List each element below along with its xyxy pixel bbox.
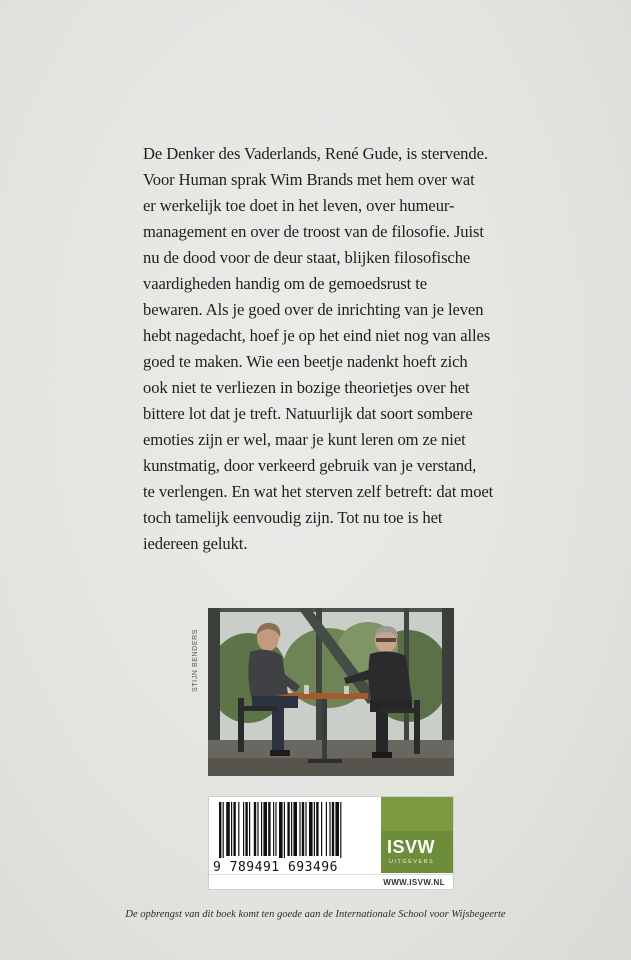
barcode-bar	[254, 802, 256, 856]
barcode-bar	[243, 802, 244, 856]
photo-credit: STIJN BENDERS	[192, 628, 199, 692]
logo-subtitle: UITGEVERS	[389, 859, 435, 865]
blurb-line: management en over de troost van de filosofie. Juist	[143, 222, 484, 241]
barcode-bar	[231, 802, 232, 856]
barcode-bar	[316, 802, 318, 856]
blurb-line: De Denker des Vaderlands, René Gude, is stervende.	[143, 144, 488, 163]
blurb-line: nu de dood voor de deur staat, blijken filosofische	[143, 248, 471, 267]
barcode-bar	[332, 802, 334, 856]
barcode-bar	[299, 802, 300, 856]
barcode-panel	[208, 796, 454, 890]
barcode-icon	[213, 800, 383, 858]
barcode-bar	[268, 802, 270, 856]
photo-illustration	[208, 608, 454, 776]
barcode-bar	[321, 802, 322, 856]
barcode-bar	[291, 802, 292, 856]
blurb-line: ook niet te verliezen in bozige theorietjes over het	[143, 378, 470, 397]
barcode-bar	[309, 802, 313, 856]
barcode-bar	[238, 802, 239, 856]
barcode-bar	[293, 802, 297, 856]
barcode-bar	[302, 802, 304, 856]
barcode-bar	[261, 802, 262, 856]
logo-top-block	[381, 797, 453, 831]
blurb-line: emoties zijn er wel, maar je kunt leren om ze niet	[143, 430, 466, 449]
barcode-bar	[249, 802, 250, 856]
blurb-line: vaardigheden handig om de gemoedsrust te	[143, 274, 428, 293]
publisher-logo	[381, 797, 453, 873]
barcode-bar	[226, 802, 230, 856]
blurb-line: kunstmatig, door verkeerd gebruik van je verstand,	[143, 456, 477, 475]
barcode-bar	[287, 802, 289, 856]
barcode-bar	[305, 802, 306, 856]
blurb-line: goed te maken. Wie een beetje nadenkt hoeft zich	[143, 352, 468, 371]
barcode-bar	[340, 802, 341, 858]
footer-note: De opbrengst van dit boek komt ten goede aan de Internationale School voor Wijsbegeerte	[125, 909, 506, 920]
barcode-bar	[223, 802, 224, 858]
blurb-line: bittere lot dat je treft. Natuurlijk dat soort sombere	[143, 404, 473, 423]
barcode-bar	[245, 802, 247, 856]
logo-name: ISVW	[387, 837, 436, 857]
barcode-bar	[335, 802, 339, 856]
blurb-line: toch tamelijk eenvoudig zijn. Tot nu toe is het	[143, 508, 443, 527]
barcode-bar	[329, 802, 330, 856]
blurb-text	[143, 141, 533, 557]
barcode-bar	[279, 802, 283, 858]
blurb-line: iedereen gelukt.	[143, 534, 248, 553]
blurb-line: bewaren. Als je goed over de inrichting van je leven	[143, 300, 484, 319]
website-url: WWW.ISVW.NL	[209, 874, 453, 887]
blurb-line: hebt nagedacht, hoef je op het eind niet nog van alles	[143, 326, 491, 345]
blurb-line: Voor Human sprak Wim Brands met hem over wat	[143, 170, 475, 189]
barcode-bar	[275, 802, 276, 856]
barcode-bar	[263, 802, 267, 856]
barcode-bar	[314, 802, 315, 856]
barcode-bar	[219, 802, 221, 858]
barcode-bar	[326, 802, 327, 856]
barcode-bar	[284, 802, 285, 858]
cover-photo	[208, 608, 454, 776]
barcode-bar	[257, 802, 258, 856]
blurb-line: er werkelijk toe doet in het leven, over humeur-	[143, 196, 455, 215]
barcode-bar	[233, 802, 235, 856]
isbn-number: 9 789491 693496	[213, 860, 338, 875]
barcode-bar	[273, 802, 274, 856]
blurb-line: te verlengen. En wat het sterven zelf betreft: dat moet	[143, 482, 494, 501]
